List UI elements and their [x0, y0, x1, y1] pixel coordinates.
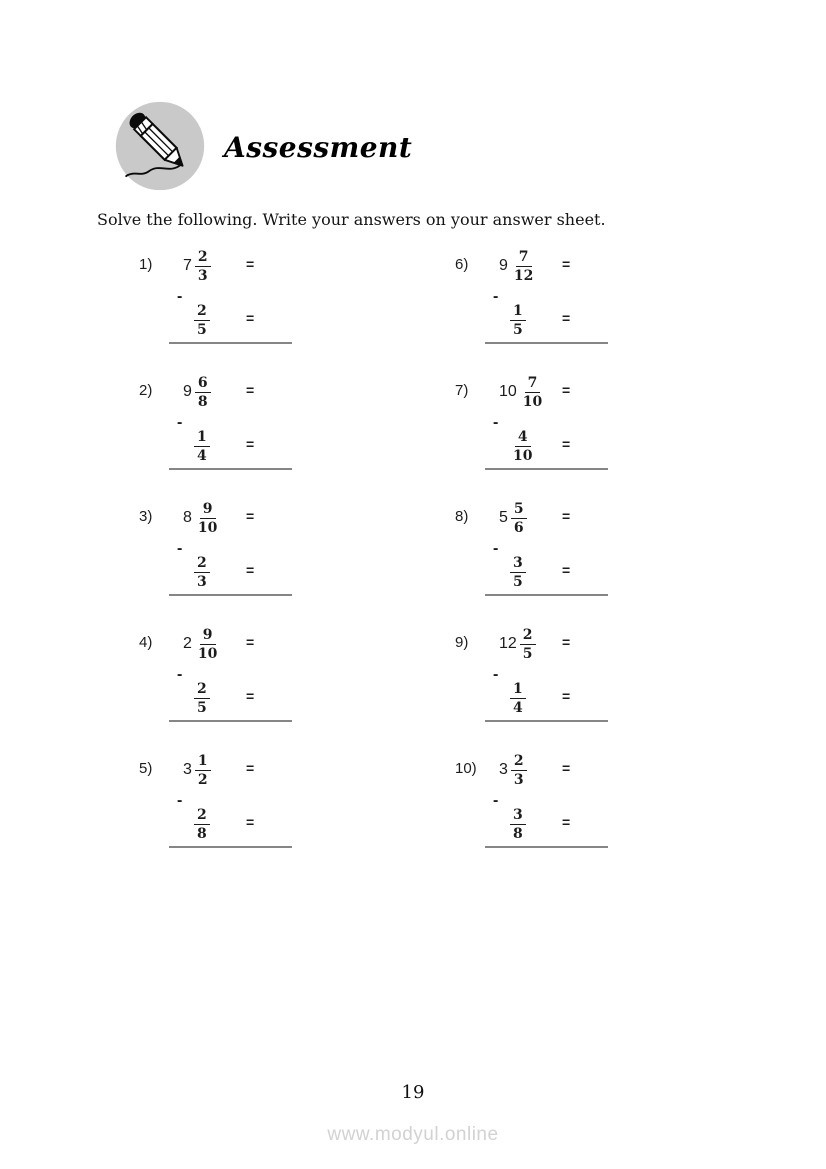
- problem-6: [455, 246, 627, 346]
- minus-sign: -: [493, 288, 499, 305]
- denominator: 4: [513, 700, 523, 716]
- problem-label: 9): [455, 634, 469, 651]
- subtrahend-fraction: [194, 680, 210, 717]
- problems-column-left: [139, 246, 311, 876]
- subtrahend-fraction: [510, 680, 526, 717]
- denominator: 12: [513, 267, 534, 284]
- denominator: 5: [197, 322, 207, 338]
- minuend-fraction: [195, 500, 220, 537]
- denominator: 3: [197, 267, 208, 284]
- problem-1: [139, 246, 311, 346]
- answer-line: [485, 594, 608, 596]
- problem-label: 6): [455, 256, 469, 273]
- whole-number: 10: [499, 383, 517, 400]
- minuend-mixed-number: [183, 624, 220, 664]
- equals-sign: =: [246, 382, 255, 398]
- equals-sign: =: [246, 760, 255, 776]
- problem-label: 5): [139, 760, 153, 777]
- denominator: 10: [197, 519, 218, 536]
- problem-9: [455, 624, 627, 724]
- equals-sign: =: [246, 562, 255, 578]
- subtrahend-fraction: [194, 554, 210, 591]
- subtrahend-fraction: [194, 428, 210, 465]
- subtrahend-fraction: [510, 554, 526, 591]
- equals-sign: =: [562, 436, 571, 452]
- denominator: 8: [197, 826, 207, 842]
- equals-sign: =: [246, 814, 255, 830]
- problem-label: 10): [455, 760, 477, 777]
- minus-sign: -: [493, 414, 499, 431]
- minus-sign: -: [493, 666, 499, 683]
- minuend-fraction: [195, 374, 211, 411]
- minuend-mixed-number: [183, 372, 211, 412]
- denominator: 8: [513, 826, 523, 842]
- numerator: 2: [511, 752, 527, 771]
- equals-sign: =: [562, 508, 571, 524]
- minus-sign: -: [177, 792, 183, 809]
- numerator: 2: [520, 626, 536, 645]
- minuend-fraction: [520, 374, 545, 411]
- subtrahend-fraction: [510, 428, 535, 465]
- numerator: 1: [195, 752, 211, 771]
- numerator: 6: [195, 374, 211, 393]
- denominator: 5: [513, 574, 523, 590]
- minuend-mixed-number: [499, 246, 536, 286]
- answer-line: [485, 468, 608, 470]
- numerator: 5: [511, 500, 527, 519]
- problem-7: [455, 372, 627, 472]
- equals-sign: =: [246, 508, 255, 524]
- problem-label: 8): [455, 508, 469, 525]
- denominator: 10: [513, 448, 533, 464]
- denominator: 8: [197, 393, 208, 410]
- numerator: 3: [510, 806, 526, 825]
- answer-line: [169, 468, 292, 470]
- numerator: 4: [515, 428, 531, 447]
- page-title: Assessment: [224, 131, 413, 164]
- whole-number: 2: [183, 635, 192, 652]
- numerator: 2: [194, 302, 210, 321]
- equals-sign: =: [562, 688, 571, 704]
- whole-number: 9: [183, 383, 192, 400]
- problem-4: [139, 624, 311, 724]
- equals-sign: =: [562, 382, 571, 398]
- subtrahend-fraction: [510, 302, 526, 339]
- answer-line: [169, 342, 292, 344]
- numerator: 9: [200, 626, 216, 645]
- problem-8: [455, 498, 627, 598]
- whole-number: 8: [183, 509, 192, 526]
- numerator: 2: [194, 806, 210, 825]
- whole-number: 3: [183, 761, 192, 778]
- equals-sign: =: [562, 310, 571, 326]
- whole-number: 3: [499, 761, 508, 778]
- numerator: 2: [194, 680, 210, 699]
- equals-sign: =: [246, 436, 255, 452]
- minuend-mixed-number: [499, 498, 527, 538]
- equals-sign: =: [562, 814, 571, 830]
- problem-label: 3): [139, 508, 153, 525]
- numerator: 7: [525, 374, 541, 393]
- subtrahend-fraction: [194, 806, 210, 843]
- problem-label: 7): [455, 382, 469, 399]
- subtrahend-fraction: [194, 302, 210, 339]
- problem-10: [455, 750, 627, 850]
- minuend-fraction: [511, 752, 527, 789]
- denominator: 2: [197, 771, 208, 788]
- page-number: 19: [401, 1082, 425, 1103]
- whole-number: 7: [183, 257, 192, 274]
- equals-sign: =: [562, 562, 571, 578]
- denominator: 4: [197, 448, 207, 464]
- numerator: 7: [516, 248, 532, 267]
- denominator: 3: [513, 771, 524, 788]
- denominator: 5: [522, 645, 533, 662]
- equals-sign: =: [562, 256, 571, 272]
- minuend-mixed-number: [499, 624, 536, 664]
- numerator: 9: [200, 500, 216, 519]
- minuend-fraction: [520, 626, 536, 663]
- problems-column-right: [455, 246, 627, 876]
- answer-line: [485, 846, 608, 848]
- minus-sign: -: [177, 288, 183, 305]
- equals-sign: =: [246, 310, 255, 326]
- minus-sign: -: [493, 792, 499, 809]
- problem-3: [139, 498, 311, 598]
- minuend-mixed-number: [183, 750, 211, 790]
- numerator: 2: [194, 554, 210, 573]
- pencil-icon: [113, 99, 207, 193]
- answer-line: [169, 846, 292, 848]
- denominator: 3: [197, 574, 207, 590]
- problem-2: [139, 372, 311, 472]
- subtrahend-fraction: [510, 806, 526, 843]
- denominator: 10: [197, 645, 218, 662]
- minus-sign: -: [177, 666, 183, 683]
- minuend-mixed-number: [183, 246, 211, 286]
- minuend-fraction: [195, 626, 220, 663]
- minus-sign: -: [177, 414, 183, 431]
- whole-number: 12: [499, 635, 517, 652]
- answer-line: [485, 720, 608, 722]
- equals-sign: =: [562, 634, 571, 650]
- minuend-mixed-number: [499, 372, 545, 412]
- minus-sign: -: [177, 540, 183, 557]
- denominator: 10: [522, 393, 543, 410]
- numerator: 1: [194, 428, 210, 447]
- equals-sign: =: [246, 634, 255, 650]
- numerator: 2: [195, 248, 211, 267]
- answer-line: [169, 594, 292, 596]
- numerator: 1: [510, 680, 526, 699]
- problem-label: 4): [139, 634, 153, 651]
- instruction-text: Solve the following. Write your answers on your answer sheet.: [97, 210, 606, 229]
- equals-sign: =: [562, 760, 571, 776]
- equals-sign: =: [246, 256, 255, 272]
- minuend-fraction: [195, 752, 211, 789]
- minuend-fraction: [195, 248, 211, 285]
- problem-label: 1): [139, 256, 153, 273]
- minuend-mixed-number: [499, 750, 527, 790]
- denominator: 5: [513, 322, 523, 338]
- whole-number: 9: [499, 257, 508, 274]
- numerator: 1: [510, 302, 526, 321]
- equals-sign: =: [246, 688, 255, 704]
- denominator: 6: [513, 519, 524, 536]
- problem-5: [139, 750, 311, 850]
- minus-sign: -: [493, 540, 499, 557]
- answer-line: [169, 720, 292, 722]
- minuend-mixed-number: [183, 498, 220, 538]
- watermark-text: www.modyul.online: [327, 1124, 499, 1145]
- minuend-fraction: [511, 248, 536, 285]
- numerator: 3: [510, 554, 526, 573]
- denominator: 5: [197, 700, 207, 716]
- minuend-fraction: [511, 500, 527, 537]
- answer-line: [485, 342, 608, 344]
- problem-label: 2): [139, 382, 153, 399]
- whole-number: 5: [499, 509, 508, 526]
